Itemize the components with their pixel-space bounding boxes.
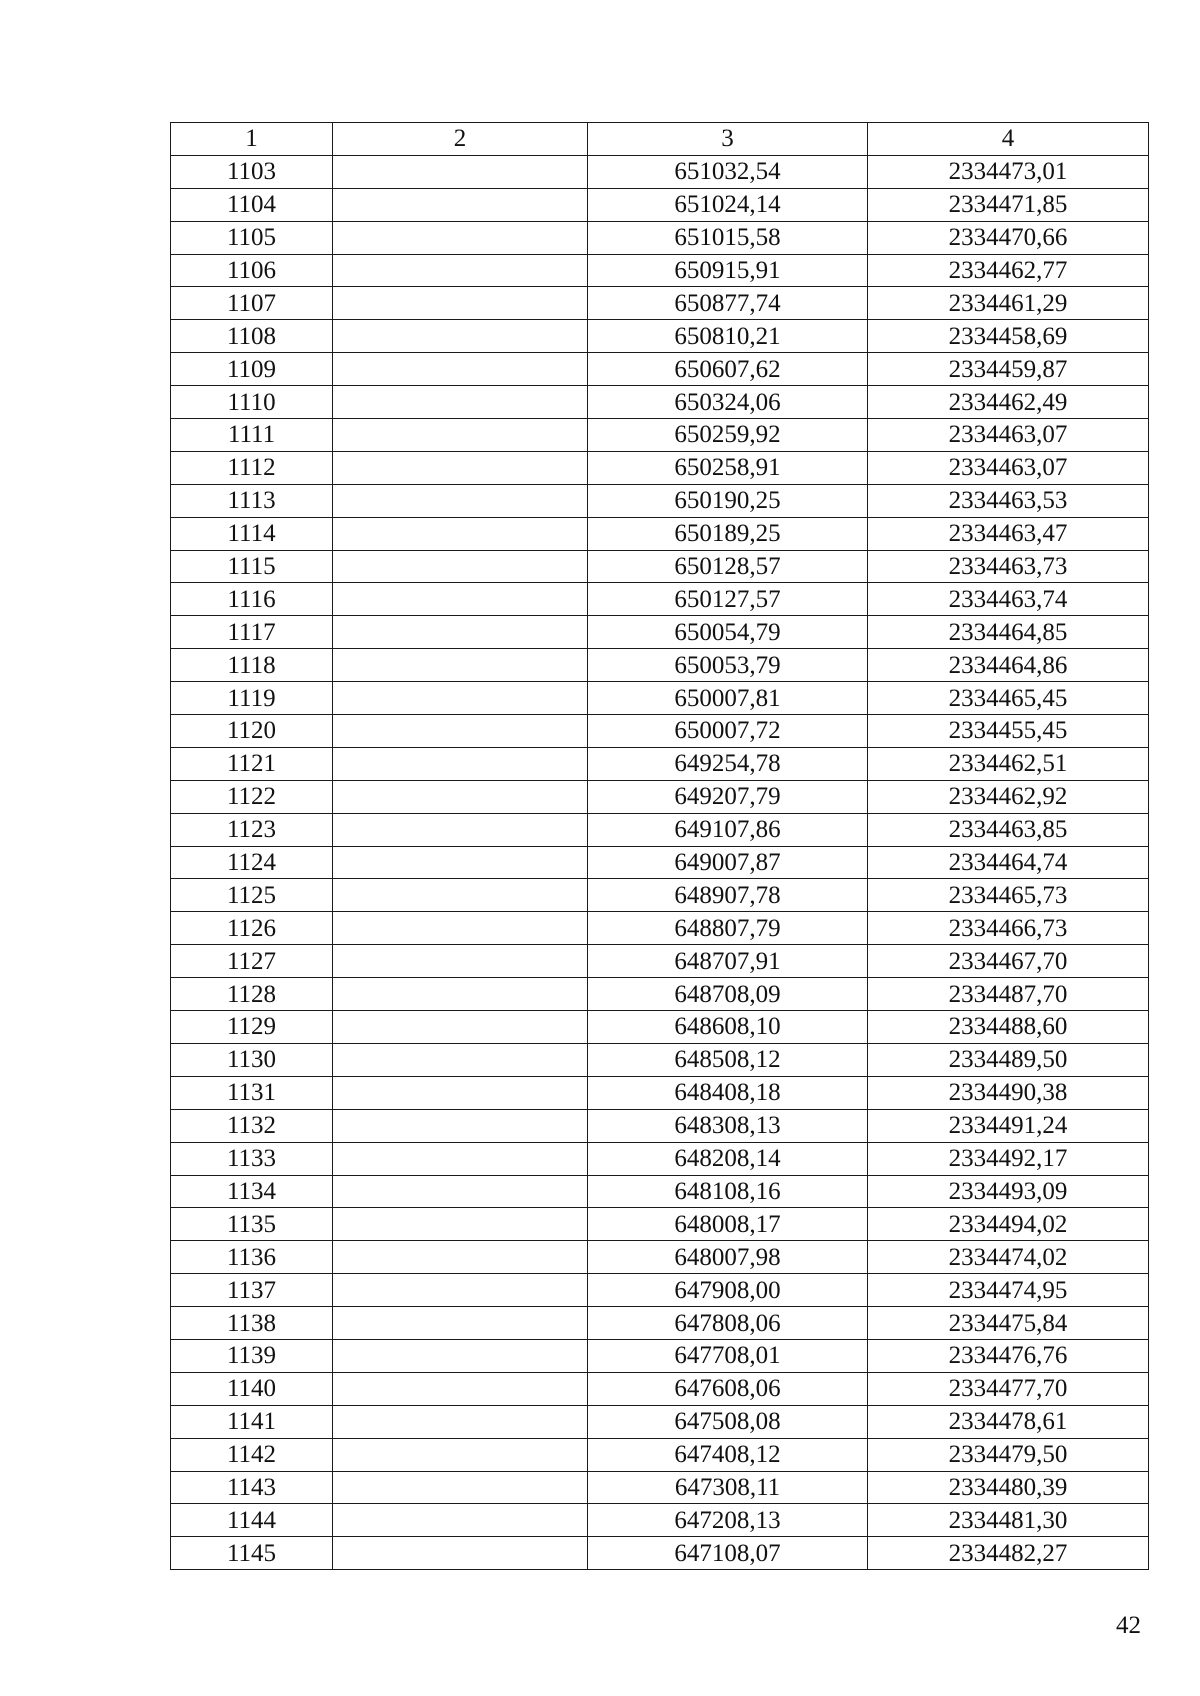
- point-number-cell: 1104: [171, 188, 333, 221]
- x-coordinate-cell: 649107,86: [588, 813, 868, 846]
- table-row: [171, 221, 1149, 254]
- x-coordinate-cell: 648707,91: [588, 945, 868, 978]
- x-coordinate-cell: 648007,98: [588, 1241, 868, 1274]
- point-number-cell: 1128: [171, 978, 333, 1011]
- column-2-cell: [333, 1076, 588, 1109]
- point-number-cell: 1108: [171, 320, 333, 353]
- column-2-cell: [333, 846, 588, 879]
- y-coordinate-cell: 2334488,60: [868, 1011, 1149, 1044]
- point-number-cell: 1134: [171, 1175, 333, 1208]
- x-coordinate-cell: 648008,17: [588, 1208, 868, 1241]
- y-coordinate-cell: 2334471,85: [868, 188, 1149, 221]
- y-coordinate-cell: 2334462,77: [868, 254, 1149, 287]
- table-row: [171, 1208, 1149, 1241]
- y-coordinate-cell: 2334464,86: [868, 649, 1149, 682]
- y-coordinate-cell: 2334473,01: [868, 155, 1149, 188]
- column-2-cell: [333, 945, 588, 978]
- x-coordinate-cell: 650259,92: [588, 419, 868, 452]
- column-2-cell: [333, 287, 588, 320]
- point-number-cell: 1125: [171, 879, 333, 912]
- table-body: [171, 155, 1149, 1569]
- table-row: [171, 550, 1149, 583]
- table-row: [171, 1011, 1149, 1044]
- point-number-cell: 1103: [171, 155, 333, 188]
- y-coordinate-cell: 2334491,24: [868, 1109, 1149, 1142]
- point-number-cell: 1129: [171, 1011, 333, 1044]
- y-coordinate-cell: 2334479,50: [868, 1438, 1149, 1471]
- point-number-cell: 1145: [171, 1537, 333, 1570]
- x-coordinate-cell: 648907,78: [588, 879, 868, 912]
- point-number-cell: 1106: [171, 254, 333, 287]
- point-number-cell: 1121: [171, 747, 333, 780]
- point-number-cell: 1141: [171, 1405, 333, 1438]
- point-number-cell: 1114: [171, 517, 333, 550]
- y-coordinate-cell: 2334465,73: [868, 879, 1149, 912]
- table-row: [171, 1471, 1149, 1504]
- column-2-cell: [333, 1504, 588, 1537]
- y-coordinate-cell: 2334493,09: [868, 1175, 1149, 1208]
- column-2-cell: [333, 715, 588, 748]
- table-row: [171, 1438, 1149, 1471]
- x-coordinate-cell: 650189,25: [588, 517, 868, 550]
- column-2-cell: [333, 419, 588, 452]
- y-coordinate-cell: 2334482,27: [868, 1537, 1149, 1570]
- table-header-row: [171, 123, 1149, 156]
- table-row: [171, 715, 1149, 748]
- point-number-cell: 1124: [171, 846, 333, 879]
- column-2-cell: [333, 353, 588, 386]
- column-2-cell: [333, 978, 588, 1011]
- table-row: [171, 1372, 1149, 1405]
- x-coordinate-cell: 650053,79: [588, 649, 868, 682]
- x-coordinate-cell: 650054,79: [588, 616, 868, 649]
- column-2-cell: [333, 451, 588, 484]
- x-coordinate-cell: 650810,21: [588, 320, 868, 353]
- table-row: [171, 879, 1149, 912]
- table-row: [171, 1043, 1149, 1076]
- column-2-cell: [333, 649, 588, 682]
- point-number-cell: 1110: [171, 386, 333, 419]
- table-row: [171, 1241, 1149, 1274]
- x-coordinate-cell: 650877,74: [588, 287, 868, 320]
- table-row: [171, 813, 1149, 846]
- point-number-cell: 1137: [171, 1274, 333, 1307]
- y-coordinate-cell: 2334465,45: [868, 682, 1149, 715]
- column-header: 4: [868, 123, 1149, 156]
- x-coordinate-cell: 647308,11: [588, 1471, 868, 1504]
- point-number-cell: 1130: [171, 1043, 333, 1076]
- x-coordinate-cell: 650607,62: [588, 353, 868, 386]
- x-coordinate-cell: 650007,81: [588, 682, 868, 715]
- column-2-cell: [333, 484, 588, 517]
- column-2-cell: [333, 1043, 588, 1076]
- point-number-cell: 1135: [171, 1208, 333, 1241]
- column-2-cell: [333, 1537, 588, 1570]
- y-coordinate-cell: 2334487,70: [868, 978, 1149, 1011]
- table-row: [171, 1504, 1149, 1537]
- table-row: [171, 1405, 1149, 1438]
- column-2-cell: [333, 1339, 588, 1372]
- point-number-cell: 1113: [171, 484, 333, 517]
- point-number-cell: 1133: [171, 1142, 333, 1175]
- table-row: [171, 583, 1149, 616]
- column-2-cell: [333, 1372, 588, 1405]
- y-coordinate-cell: 2334474,02: [868, 1241, 1149, 1274]
- x-coordinate-cell: 651032,54: [588, 155, 868, 188]
- column-2-cell: [333, 155, 588, 188]
- table-row: [171, 1142, 1149, 1175]
- table-row: [171, 649, 1149, 682]
- y-coordinate-cell: 2334462,49: [868, 386, 1149, 419]
- point-number-cell: 1136: [171, 1241, 333, 1274]
- table-row: [171, 1307, 1149, 1340]
- y-coordinate-cell: 2334467,70: [868, 945, 1149, 978]
- column-2-cell: [333, 517, 588, 550]
- y-coordinate-cell: 2334466,73: [868, 912, 1149, 945]
- table-row: [171, 254, 1149, 287]
- y-coordinate-cell: 2334480,39: [868, 1471, 1149, 1504]
- y-coordinate-cell: 2334492,17: [868, 1142, 1149, 1175]
- x-coordinate-cell: 647908,00: [588, 1274, 868, 1307]
- table-row: [171, 747, 1149, 780]
- x-coordinate-cell: 647508,08: [588, 1405, 868, 1438]
- table-row: [171, 912, 1149, 945]
- x-coordinate-cell: 647708,01: [588, 1339, 868, 1372]
- column-2-cell: [333, 1241, 588, 1274]
- x-coordinate-cell: 648208,14: [588, 1142, 868, 1175]
- x-coordinate-cell: 651015,58: [588, 221, 868, 254]
- point-number-cell: 1139: [171, 1339, 333, 1372]
- point-number-cell: 1127: [171, 945, 333, 978]
- x-coordinate-cell: 650258,91: [588, 451, 868, 484]
- column-2-cell: [333, 1438, 588, 1471]
- table-row: [171, 451, 1149, 484]
- y-coordinate-cell: 2334463,47: [868, 517, 1149, 550]
- x-coordinate-cell: 650007,72: [588, 715, 868, 748]
- point-number-cell: 1107: [171, 287, 333, 320]
- x-coordinate-cell: 650127,57: [588, 583, 868, 616]
- y-coordinate-cell: 2334461,29: [868, 287, 1149, 320]
- x-coordinate-cell: 649007,87: [588, 846, 868, 879]
- y-coordinate-cell: 2334463,53: [868, 484, 1149, 517]
- x-coordinate-cell: 650324,06: [588, 386, 868, 419]
- y-coordinate-cell: 2334462,92: [868, 780, 1149, 813]
- column-2-cell: [333, 1274, 588, 1307]
- y-coordinate-cell: 2334470,66: [868, 221, 1149, 254]
- column-2-cell: [333, 747, 588, 780]
- coordinates-table: [170, 122, 1149, 1570]
- table-row: [171, 978, 1149, 1011]
- y-coordinate-cell: 2334455,45: [868, 715, 1149, 748]
- y-coordinate-cell: 2334489,50: [868, 1043, 1149, 1076]
- column-2-cell: [333, 583, 588, 616]
- y-coordinate-cell: 2334464,85: [868, 616, 1149, 649]
- table-row: [171, 320, 1149, 353]
- y-coordinate-cell: 2334490,38: [868, 1076, 1149, 1109]
- table-row: [171, 188, 1149, 221]
- table-row: [171, 780, 1149, 813]
- y-coordinate-cell: 2334463,07: [868, 451, 1149, 484]
- y-coordinate-cell: 2334464,74: [868, 846, 1149, 879]
- x-coordinate-cell: 647808,06: [588, 1307, 868, 1340]
- column-2-cell: [333, 1175, 588, 1208]
- point-number-cell: 1115: [171, 550, 333, 583]
- table-row: [171, 386, 1149, 419]
- x-coordinate-cell: 648108,16: [588, 1175, 868, 1208]
- x-coordinate-cell: 649207,79: [588, 780, 868, 813]
- y-coordinate-cell: 2334463,74: [868, 583, 1149, 616]
- table-row: [171, 155, 1149, 188]
- table-row: [171, 945, 1149, 978]
- x-coordinate-cell: 651024,14: [588, 188, 868, 221]
- point-number-cell: 1143: [171, 1471, 333, 1504]
- table-row: [171, 1109, 1149, 1142]
- x-coordinate-cell: 650915,91: [588, 254, 868, 287]
- y-coordinate-cell: 2334463,85: [868, 813, 1149, 846]
- table-row: [171, 1274, 1149, 1307]
- table-row: [171, 846, 1149, 879]
- point-number-cell: 1117: [171, 616, 333, 649]
- column-2-cell: [333, 221, 588, 254]
- column-2-cell: [333, 550, 588, 583]
- x-coordinate-cell: 649254,78: [588, 747, 868, 780]
- table-row: [171, 517, 1149, 550]
- x-coordinate-cell: 648308,13: [588, 1109, 868, 1142]
- column-2-cell: [333, 320, 588, 353]
- column-2-cell: [333, 1142, 588, 1175]
- x-coordinate-cell: 648508,12: [588, 1043, 868, 1076]
- x-coordinate-cell: 648708,09: [588, 978, 868, 1011]
- x-coordinate-cell: 650128,57: [588, 550, 868, 583]
- point-number-cell: 1144: [171, 1504, 333, 1537]
- table-row: [171, 1537, 1149, 1570]
- column-2-cell: [333, 254, 588, 287]
- point-number-cell: 1118: [171, 649, 333, 682]
- column-2-cell: [333, 188, 588, 221]
- y-coordinate-cell: 2334477,70: [868, 1372, 1149, 1405]
- point-number-cell: 1109: [171, 353, 333, 386]
- point-number-cell: 1131: [171, 1076, 333, 1109]
- table-row: [171, 1175, 1149, 1208]
- point-number-cell: 1132: [171, 1109, 333, 1142]
- point-number-cell: 1123: [171, 813, 333, 846]
- point-number-cell: 1140: [171, 1372, 333, 1405]
- column-2-cell: [333, 386, 588, 419]
- column-2-cell: [333, 879, 588, 912]
- table-row: [171, 1076, 1149, 1109]
- x-coordinate-cell: 647108,07: [588, 1537, 868, 1570]
- x-coordinate-cell: 647208,13: [588, 1504, 868, 1537]
- column-header: 2: [333, 123, 588, 156]
- y-coordinate-cell: 2334463,07: [868, 419, 1149, 452]
- point-number-cell: 1126: [171, 912, 333, 945]
- y-coordinate-cell: 2334475,84: [868, 1307, 1149, 1340]
- x-coordinate-cell: 647608,06: [588, 1372, 868, 1405]
- point-number-cell: 1116: [171, 583, 333, 616]
- column-2-cell: [333, 813, 588, 846]
- table-row: [171, 287, 1149, 320]
- point-number-cell: 1119: [171, 682, 333, 715]
- y-coordinate-cell: 2334494,02: [868, 1208, 1149, 1241]
- table-row: [171, 1339, 1149, 1372]
- table-row: [171, 419, 1149, 452]
- y-coordinate-cell: 2334463,73: [868, 550, 1149, 583]
- x-coordinate-cell: 648408,18: [588, 1076, 868, 1109]
- column-2-cell: [333, 616, 588, 649]
- point-number-cell: 1112: [171, 451, 333, 484]
- y-coordinate-cell: 2334462,51: [868, 747, 1149, 780]
- y-coordinate-cell: 2334481,30: [868, 1504, 1149, 1537]
- y-coordinate-cell: 2334474,95: [868, 1274, 1149, 1307]
- table-row: [171, 682, 1149, 715]
- column-2-cell: [333, 1471, 588, 1504]
- point-number-cell: 1111: [171, 419, 333, 452]
- point-number-cell: 1120: [171, 715, 333, 748]
- column-2-cell: [333, 1109, 588, 1142]
- column-2-cell: [333, 1208, 588, 1241]
- table-row: [171, 616, 1149, 649]
- point-number-cell: 1122: [171, 780, 333, 813]
- table-row: [171, 353, 1149, 386]
- point-number-cell: 1105: [171, 221, 333, 254]
- column-2-cell: [333, 1307, 588, 1340]
- column-2-cell: [333, 682, 588, 715]
- column-2-cell: [333, 1011, 588, 1044]
- y-coordinate-cell: 2334459,87: [868, 353, 1149, 386]
- column-2-cell: [333, 780, 588, 813]
- point-number-cell: 1142: [171, 1438, 333, 1471]
- x-coordinate-cell: 650190,25: [588, 484, 868, 517]
- y-coordinate-cell: 2334476,76: [868, 1339, 1149, 1372]
- column-2-cell: [333, 1405, 588, 1438]
- x-coordinate-cell: 647408,12: [588, 1438, 868, 1471]
- column-header: 3: [588, 123, 868, 156]
- x-coordinate-cell: 648608,10: [588, 1011, 868, 1044]
- y-coordinate-cell: 2334458,69: [868, 320, 1149, 353]
- point-number-cell: 1138: [171, 1307, 333, 1340]
- x-coordinate-cell: 648807,79: [588, 912, 868, 945]
- column-2-cell: [333, 912, 588, 945]
- page-number: 42: [1116, 1612, 1141, 1639]
- y-coordinate-cell: 2334478,61: [868, 1405, 1149, 1438]
- table-row: [171, 484, 1149, 517]
- column-header: 1: [171, 123, 333, 156]
